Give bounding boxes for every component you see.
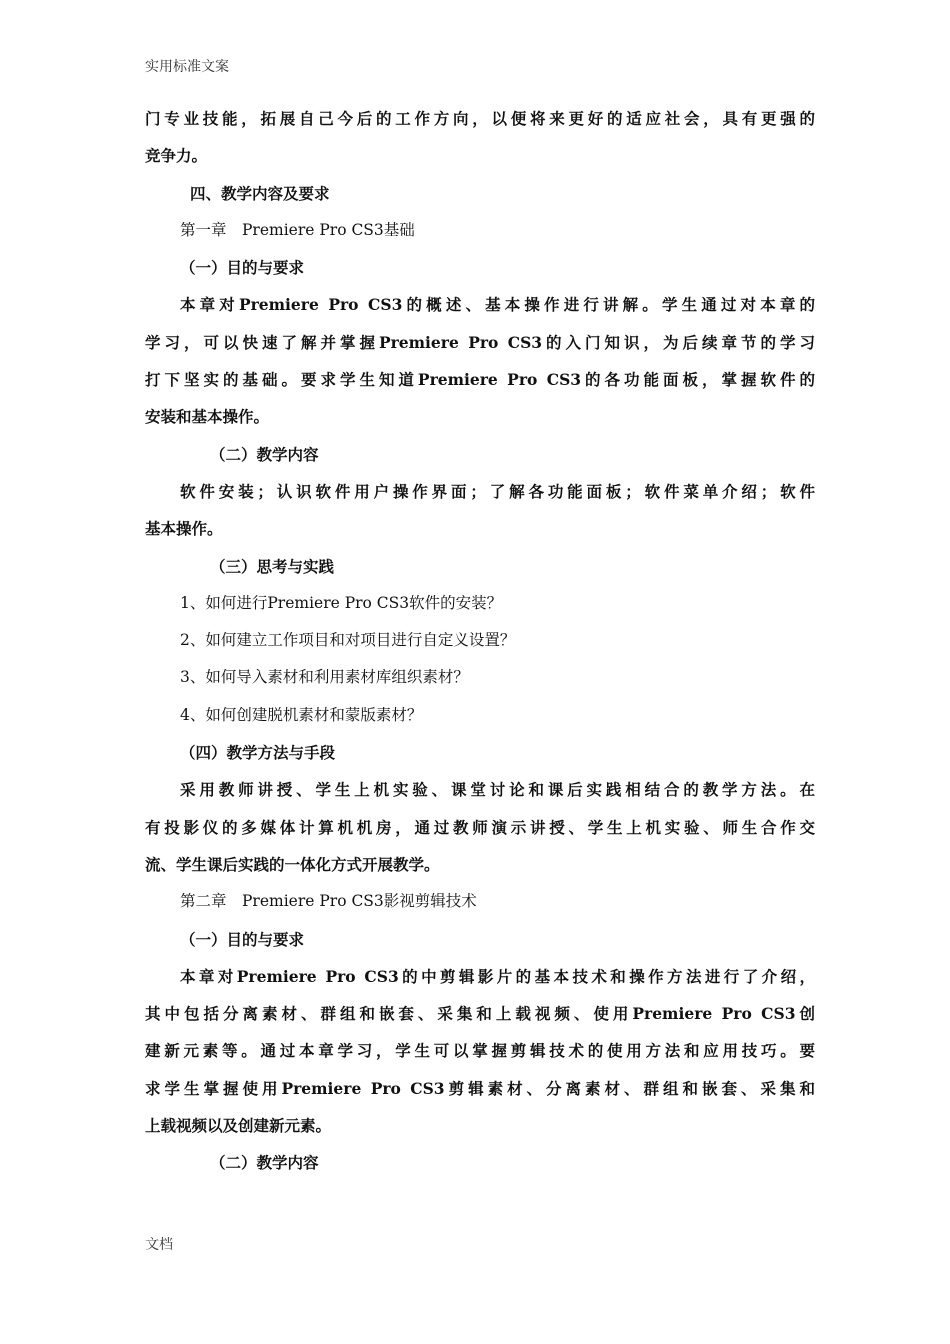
chapter-heading: 第一章 Premiere Pro CS3基础 bbox=[180, 220, 415, 239]
paragraph-line: 求学生掌握使用Premiere Pro CS3剪辑素材、分离素材、群组和嵌套、采集和 bbox=[145, 1078, 815, 1098]
paragraph-line: 流、学生课后实践的一体化方式开展教学。 bbox=[145, 854, 440, 874]
list-item: 1、如何进行Premiere Pro CS3软件的安装？ bbox=[180, 593, 503, 612]
paragraph-line: 其中包括分离素材、群组和嵌套、采集和上载视频、使用Premiere Pro CS3创 bbox=[145, 1004, 815, 1024]
paragraph-line: 有投影仪的多媒体计算机机房，通过教师演示讲授、学生上机实验、师生合作交 bbox=[145, 817, 815, 837]
subsection-heading: （一）目的与要求 bbox=[180, 258, 305, 278]
page-footer: 文档 bbox=[145, 1237, 173, 1253]
paragraph-line: 门专业技能，拓展自己今后的工作方向，以便将来更好的适应社会，具有更强的 bbox=[145, 109, 815, 128]
paragraph-line: 采用教师讲授、学生上机实验、课堂讨论和课后实践相结合的教学方法。在 bbox=[180, 780, 815, 800]
paragraph-line: 基本操作。 bbox=[145, 519, 223, 539]
paragraph-line: 软件安装；认识软件用户操作界面；了解各功能面板；软件菜单介绍；软件 bbox=[180, 481, 815, 501]
paragraph-line: 本章对Premiere Pro CS3的中剪辑影片的基本技术和操作方法进行了介绍， bbox=[180, 966, 815, 986]
paragraph-line: 学习，可以快速了解并掌握Premiere Pro CS3的入门知识，为后续章节的学习 bbox=[145, 332, 815, 352]
list-item: 3、如何导入素材和利用素材库组织素材？ bbox=[180, 668, 469, 687]
paragraph-line: 上载视频以及创建新元素。 bbox=[145, 1116, 332, 1136]
subsection-heading: （二）教学内容 bbox=[210, 444, 319, 464]
paragraph-line: 打下坚实的基础。要求学生知道Premiere Pro CS3的各功能面板，掌握软件的 bbox=[145, 370, 815, 390]
chapter-heading: 第二章 Premiere Pro CS3影视剪辑技术 bbox=[180, 892, 477, 911]
document-body bbox=[145, 100, 815, 1182]
subsection-heading: （四）教学方法与手段 bbox=[180, 743, 336, 763]
subsection-heading: （三）思考与实践 bbox=[210, 556, 335, 576]
list-item: 4、如何创建脱机素材和蒙版素材？ bbox=[180, 705, 423, 724]
paragraph-line: 竞争力。 bbox=[145, 146, 208, 166]
section-heading: 四、教学内容及要求 bbox=[190, 183, 330, 203]
list-item: 2、如何建立工作项目和对项目进行自定义设置？ bbox=[180, 631, 516, 650]
paragraph-line: 建新元素等。通过本章学习，学生可以掌握剪辑技术的使用方法和应用技巧。要 bbox=[145, 1041, 815, 1061]
paragraph-line: 安装和基本操作。 bbox=[145, 407, 270, 427]
subsection-heading: （二）教学内容 bbox=[210, 1153, 319, 1173]
page-header: 实用标准文案 bbox=[145, 59, 229, 75]
subsection-heading: （一）目的与要求 bbox=[180, 929, 305, 949]
paragraph-line: 本章对Premiere Pro CS3的概述、基本操作进行讲解。学生通过对本章的 bbox=[180, 295, 815, 315]
